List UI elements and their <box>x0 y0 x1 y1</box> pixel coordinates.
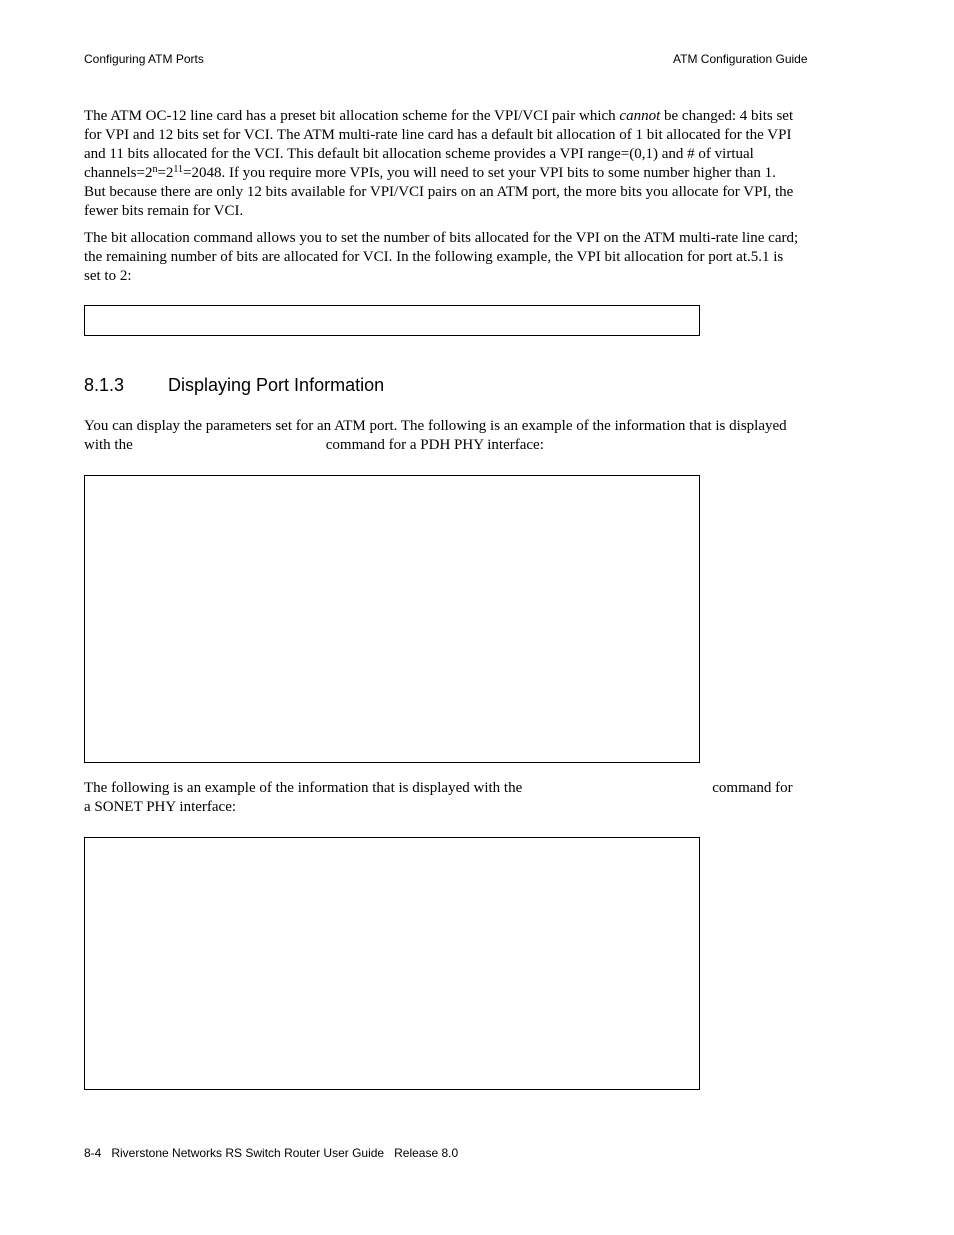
paragraph-line: with the command for a PDH PHY interface: <box>84 437 544 453</box>
page-footer: 8-4 Riverstone Networks RS Switch Router User Guide Release 8.0 <box>84 1146 459 1160</box>
paragraph-line: a SONET PHY interface: <box>84 799 237 815</box>
paragraph-line: The ATM OC-12 line card has a preset bit allocation scheme for the VPI/VCI pair which cannot be changed: 4 bits set <box>84 108 794 124</box>
section-heading <box>84 375 384 396</box>
paragraph-line: But because there are only 12 bits available for VPI/VCI pairs on an ATM port, the more bits you allocate for VPI, the <box>84 184 794 200</box>
paragraph-line: You can display the parameters set for an ATM port. The following is an example of the information that is displayed <box>84 418 787 434</box>
paragraph-sonet <box>84 779 811 817</box>
running-header-right: ATM Configuration Guide <box>673 52 808 66</box>
running-header-left: Configuring ATM Ports <box>84 52 204 66</box>
section-number: 8.1.3 <box>84 375 125 395</box>
emphasis-cannot: cannot <box>619 108 661 124</box>
paragraph-line: set to 2: <box>84 268 132 284</box>
paragraph-bit-allocation-command <box>84 229 811 286</box>
sonet-output-box <box>84 837 700 1090</box>
superscript-n: n <box>152 164 158 175</box>
paragraph-bit-allocation <box>84 107 811 221</box>
paragraph-line: The following is an example of the information that is displayed with the command for <box>84 780 793 796</box>
superscript-11: 11 <box>173 164 184 175</box>
paragraph-line: $channels=2^n=2^{11}=2048$. If you require more VPIs, you will need to set your VPI bits to some number higher than 1. <box>84 164 776 181</box>
paragraph-line: and 11 bits allocated for the VCI. This default bit allocation scheme provides a VPI range=(0,1) and # of virtual <box>84 146 754 162</box>
section-title: Displaying Port Information <box>168 375 385 395</box>
paragraph-line: for VPI and 12 bits set for VCI. The ATM multi-rate line card has a default bit allocation of 1 bit allocated for the VPI <box>84 127 792 143</box>
code-example-box <box>84 305 700 336</box>
pdh-output-box <box>84 475 700 763</box>
paragraph-line: The bit allocation command allows you to set the number of bits allocated for the VPI on the ATM multi-rate line card; <box>84 230 799 246</box>
paragraph-line: the remaining number of bits are allocated for VCI. In the following example, the VPI bit allocation for port at.5.1 is <box>84 249 784 265</box>
paragraph-line: fewer bits remain for VCI. <box>84 203 244 219</box>
paragraph-display-port <box>84 417 811 455</box>
